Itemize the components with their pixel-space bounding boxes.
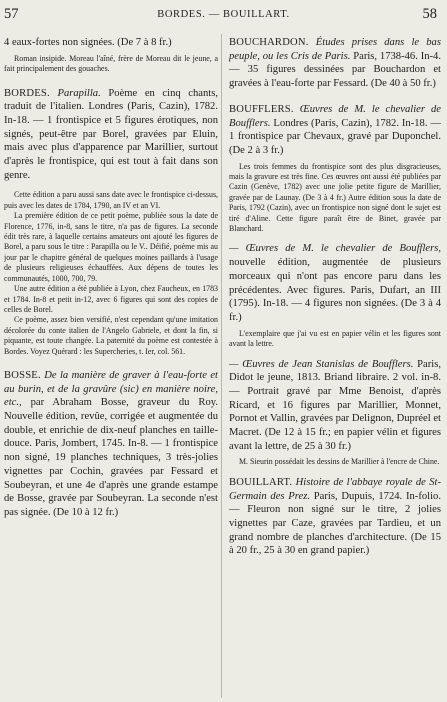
note-text: Les trois femmes du frontispice sont des plus disgracieuses, mais la gravure est très fine. Ces œuvres ont aussi été publiées par Cazin (Genève, 1782) avec une jolie petite figure de Marillier, gravée par de Launay. (De 3 à 4 fr.) Autre édition sous la date de Paris, 1792 (Cazin), avec un frontispice non signé dont le sujet est tiré d' [229,161,441,223]
entry-headword: BOUCHARDON. [229,37,309,48]
entry-headword: BOSSE. [4,369,41,381]
entry-headword: BORDES. [4,87,50,99]
note-title: l'Angelo Gabriele [102,325,160,335]
entry-body: par Abraham Bosse, graveur du Roy. Nouvelle édition, revûe, corrigée et augmentée du double, et enrichie de dix-neuf planches en taille-douce. Paris, Jombert, 1745. In-8. — 1 frontispice non signé, 19 planches techniques, 3 très-jolies vignettes par Cochin, gravées par Fessard et Soubeyran, et une 4e d'après une grande estampe de Bosse, gravée par Soubeyran. La seconde n'est pas signée. (De 10 à 12 fr.) [4,397,218,518]
note-title: Parapilla ou le V.. Déifié, poème mis au jour par le chapitre général de quelques moines paillards à l'usage de plusieurs religieuses échauffées. Aux dépens de toutes les communautés, 1000, 700, 79. [4,242,218,283]
entry-title: — Œuvres de M. le chevalier de Boufflers, [229,243,441,255]
entry-title: Études prises dans le bas peuple, ou les Cris de Paris. [229,37,441,62]
note-text: . Cette figure paraît être de Binet, gravée par Blanchard. [229,213,441,234]
entry-bouillart [229,476,441,558]
entry-headword: BOUFFLERS. [229,103,294,115]
entry-title: Œuvres de M. le chevalier de Boufflers. [229,103,441,129]
entry-body: Poème en cinq chants, traduit de l'italien. Londres (Paris, Cazin), 1782. In-18. — 1 frontispice et 5 figures érotiques, non signés, peut-être par Borel, gravées par Eluin, mais avec plus d'apparence par Marillier, surtout d'après le frontispice, qui est tout à fait dans son genre. [4,87,218,181]
entry-body: Paris, Dupuis, 1724. In-folio. — Fleuron non signé sur le titre, 2 jolies vignettes par Caze, gravées par Tardieu, et un grand nombre de planches d'architecture. (De 15 à 20 fr., 25 à 30 en grand papier.) [229,490,441,557]
page-number-left: 57 [4,6,19,22]
right-column [229,36,441,700]
entry-boufflers-2 [229,242,441,324]
entry-body: Paris, 1738-46. In-4. — 35 figures dessinées par Bouchardon et gravées à l'eau-forte par Fessard. (De 40 à 50 fr.) [229,50,441,90]
entry-boufflers [229,103,441,158]
note-text: Ce poème, assez bien versifié, n'est cependant qu'une imitation décolorée du conte italien de [4,315,218,335]
entry-note: Une autre édition a été publiée à Lyon, chez Faucheux, en 1783 et 1784. In-8 et petit in-12, avec 6 figures qui sont des copies de celles de Borel. [4,284,218,314]
entry-note: L'exemplaire que j'ai vu est en papier vélin et les figures sont avant la lettre. [229,328,441,349]
page-number-right: 58 [422,6,437,22]
entry-body: Londres (Paris, Cazin), 1782. In-18. — 1 frontispice par Chevaux, gravé par Duponchel. (De 2 à 3 fr.) [229,117,441,156]
entry-note [229,162,441,235]
note-text: La première édition de ce petit poème, publiée sous la date de Florence, 1776, in-8, sans le titre, n'a pas de figures. La seconde édit très rare, à laquelle certains amateurs ont ajouté les figures de Borel, a paru sous le titre : [4,211,218,252]
entry-body: Paris, Didot le jeune, 1813. Briand libraire. 2 vol. in-8. — Portrait gravé par Mme Benoist, d'après Ricard, et 16 figures par Marillier, Monnet, Pornot et Vallin, gravées par Delignon, Dupréel et Macret. (De 12 à 15 fr.; en papier vélin et figures avant la lettre, de 25 à 30 fr.) [229,358,441,452]
running-header [0,6,447,28]
entry-note [4,211,218,284]
entry-bouchardon [229,36,441,91]
entry-boufflers-3 [229,358,441,454]
entry-bosse [4,369,218,520]
note-text: , t. Ier, col. 561. [135,346,186,356]
entry-note: Cette édition a paru aussi sans date avec le frontispice ci-dessus, puis avec les dates de 1784, 1790, an IV et an VI. [4,190,218,210]
note-title: les Supercheries [83,346,136,356]
entry-note: M. Sieurin possédait les dessins de Marillier à l'encre de Chine. [239,457,440,467]
left-column [4,36,218,700]
entry-continuation: 4 eaux-fortes non signées. (De 7 à 8 fr.) [4,37,172,48]
entry-headword: BOUILLART. [229,476,293,488]
entry-body: nouvelle édition, augmentée de plusieurs morceaux qui n'ont pas encore paru dans les précédentes. Avec figures. Paris, Dufart, an III (1795). In-18. — 4 figures non signées. (De 3 à 4 fr.) [229,257,441,323]
entry-note: Roman insipide. Moreau l'aîné, frère de Moreau dit le jeune, a fait principalement des gouaches. [4,53,218,74]
running-title: BORDES. — BOUILLART. [157,9,290,20]
entry-title: Histoire de l'abbaye royale de St-Germain des Prez. [229,476,441,502]
entry-bordes [4,87,218,183]
entry-note [4,315,218,357]
note-title: Aline [250,213,269,223]
column-divider [221,34,222,698]
entry-title: Parapilla. [57,87,101,99]
note-text: , et dont la fin, si piquante, est toute changée. La paternité du poème est contestée à Bordes. Voyez Quérard : [4,325,218,356]
entry-title: De la manière de graver à l'eau-forte et au burin, et de la gravûre (sic) en manière noire, etc., [4,369,218,409]
entry-title: — Œuvres de Jean Stanislas de Boufflers. [229,358,414,370]
